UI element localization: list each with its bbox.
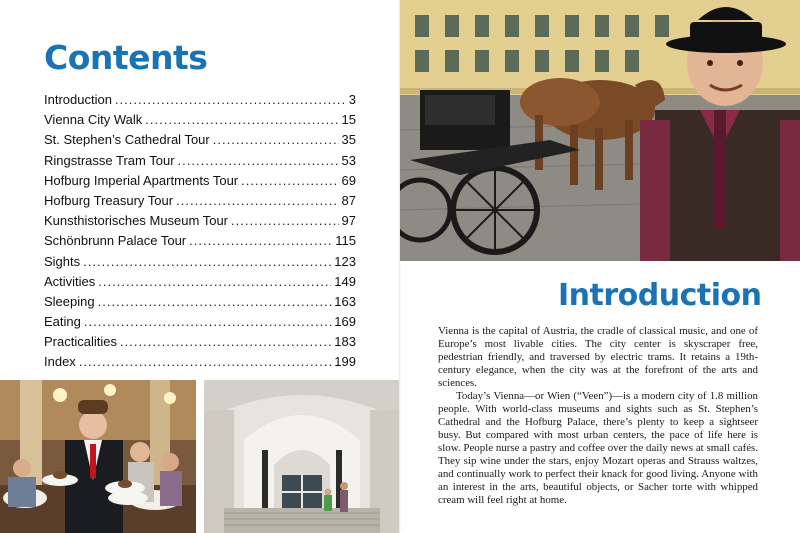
toc-entry[interactable] <box>44 254 356 274</box>
toc-leader-dots <box>115 92 346 107</box>
carriage-driver-photo <box>400 0 800 261</box>
toc-entry[interactable] <box>44 294 356 314</box>
contents-heading: Contents <box>44 38 208 77</box>
toc-entry-label: Ringstrasse Tram Tour <box>44 152 175 168</box>
toc-entry-page: 35 <box>341 132 356 148</box>
toc-entry[interactable] <box>44 92 356 112</box>
intro-paragraph: Today’s Vienna—or Wien (“Veen”)—is a modern city of 1.8 million people. With world-class museums and sights such as St. Stephen’s Cathedral and the Hofburg Palace, there’s plenty to keep a sightseer busy. But compared with most urban centers, the pace of life here is slow. People nurse a pastry and coffee over the daily news at small cafés. They sip wine under the stars, enjoy Mozart operas and Strauss waltzes, and continually work to perfect their knack for good living. Anyone with an interest in the arts, beautiful objects, or Sacher torte with whipped cream will feel right at home. <box>438 390 758 506</box>
toc-entry-page: 87 <box>341 192 356 208</box>
toc-entry[interactable] <box>44 354 356 374</box>
toc-entry-label: Kunsthistorisches Museum Tour <box>44 213 229 229</box>
toc-leader-dots <box>176 193 338 208</box>
toc-entry[interactable] <box>44 132 356 152</box>
toc-leader-dots <box>231 213 339 228</box>
palace-staircase-photo <box>204 380 400 533</box>
toc-entry-label: Hofburg Treasury Tour <box>44 192 174 208</box>
toc-leader-dots <box>178 153 339 168</box>
toc-entry[interactable] <box>44 153 356 173</box>
toc-entry-page: 3 <box>348 92 356 107</box>
toc-entry-page: 123 <box>334 253 356 269</box>
toc-entry-page: 53 <box>341 152 356 168</box>
toc-entry-label: Index <box>44 354 76 370</box>
toc-entry[interactable] <box>44 193 356 213</box>
toc-entry-page: 149 <box>334 273 356 289</box>
toc-entry[interactable] <box>44 274 356 294</box>
toc-entry-page: 169 <box>334 314 356 330</box>
toc-entry[interactable] <box>44 112 356 132</box>
toc-entry-page: 69 <box>341 172 356 188</box>
cafe-waiter-photo <box>0 380 196 533</box>
toc-entry[interactable] <box>44 334 356 354</box>
toc-leader-dots <box>145 112 338 127</box>
toc-entry-page: 199 <box>334 354 356 370</box>
toc-entry-label: St. Stephen’s Cathedral Tour <box>44 132 210 148</box>
right-page <box>400 0 800 533</box>
introduction-body <box>438 325 758 507</box>
toc-leader-dots <box>79 354 331 369</box>
toc-entry-page: 115 <box>335 233 356 249</box>
toc-entry-page: 163 <box>334 293 356 309</box>
toc-entry[interactable] <box>44 173 356 193</box>
toc-entry-label: Activities <box>44 273 96 289</box>
toc-leader-dots <box>213 132 339 147</box>
toc-entry-label: Vienna City Walk <box>44 112 143 128</box>
toc-entry-label: Sleeping <box>44 293 95 309</box>
toc-entry-label: Sights <box>44 253 81 269</box>
toc-entry-label: Eating <box>44 314 81 330</box>
toc-leader-dots <box>98 274 331 289</box>
toc-entry-page: 97 <box>341 213 356 229</box>
toc-entry[interactable] <box>44 314 356 334</box>
toc-entry[interactable] <box>44 233 356 253</box>
toc-entry-label: Schönbrunn Palace Tour <box>44 233 187 249</box>
toc-leader-dots <box>120 334 331 349</box>
toc-leader-dots <box>189 233 332 248</box>
toc-leader-dots <box>83 254 331 269</box>
toc-entry-page: 183 <box>334 334 356 350</box>
toc-entry-label: Practicalities <box>44 334 117 350</box>
toc-leader-dots <box>98 294 332 309</box>
toc-leader-dots <box>241 173 338 188</box>
introduction-heading: Introduction <box>558 278 762 313</box>
table-of-contents <box>44 92 356 375</box>
intro-paragraph: Vienna is the capital of Austria, the cradle of classical music, and one of Europe’s most livable cities. The city center is skyscraper free, pedestrian friendly, and traversed by electric trams. It retains a 19th-century elegance, when the city was at the forefront of the arts and sciences. <box>438 325 758 389</box>
toc-leader-dots <box>84 314 331 329</box>
toc-entry[interactable] <box>44 213 356 233</box>
toc-entry-page: 15 <box>341 112 356 128</box>
toc-entry-label: Hofburg Imperial Apartments Tour <box>44 172 239 188</box>
toc-entry-label: Introduction <box>44 92 112 107</box>
